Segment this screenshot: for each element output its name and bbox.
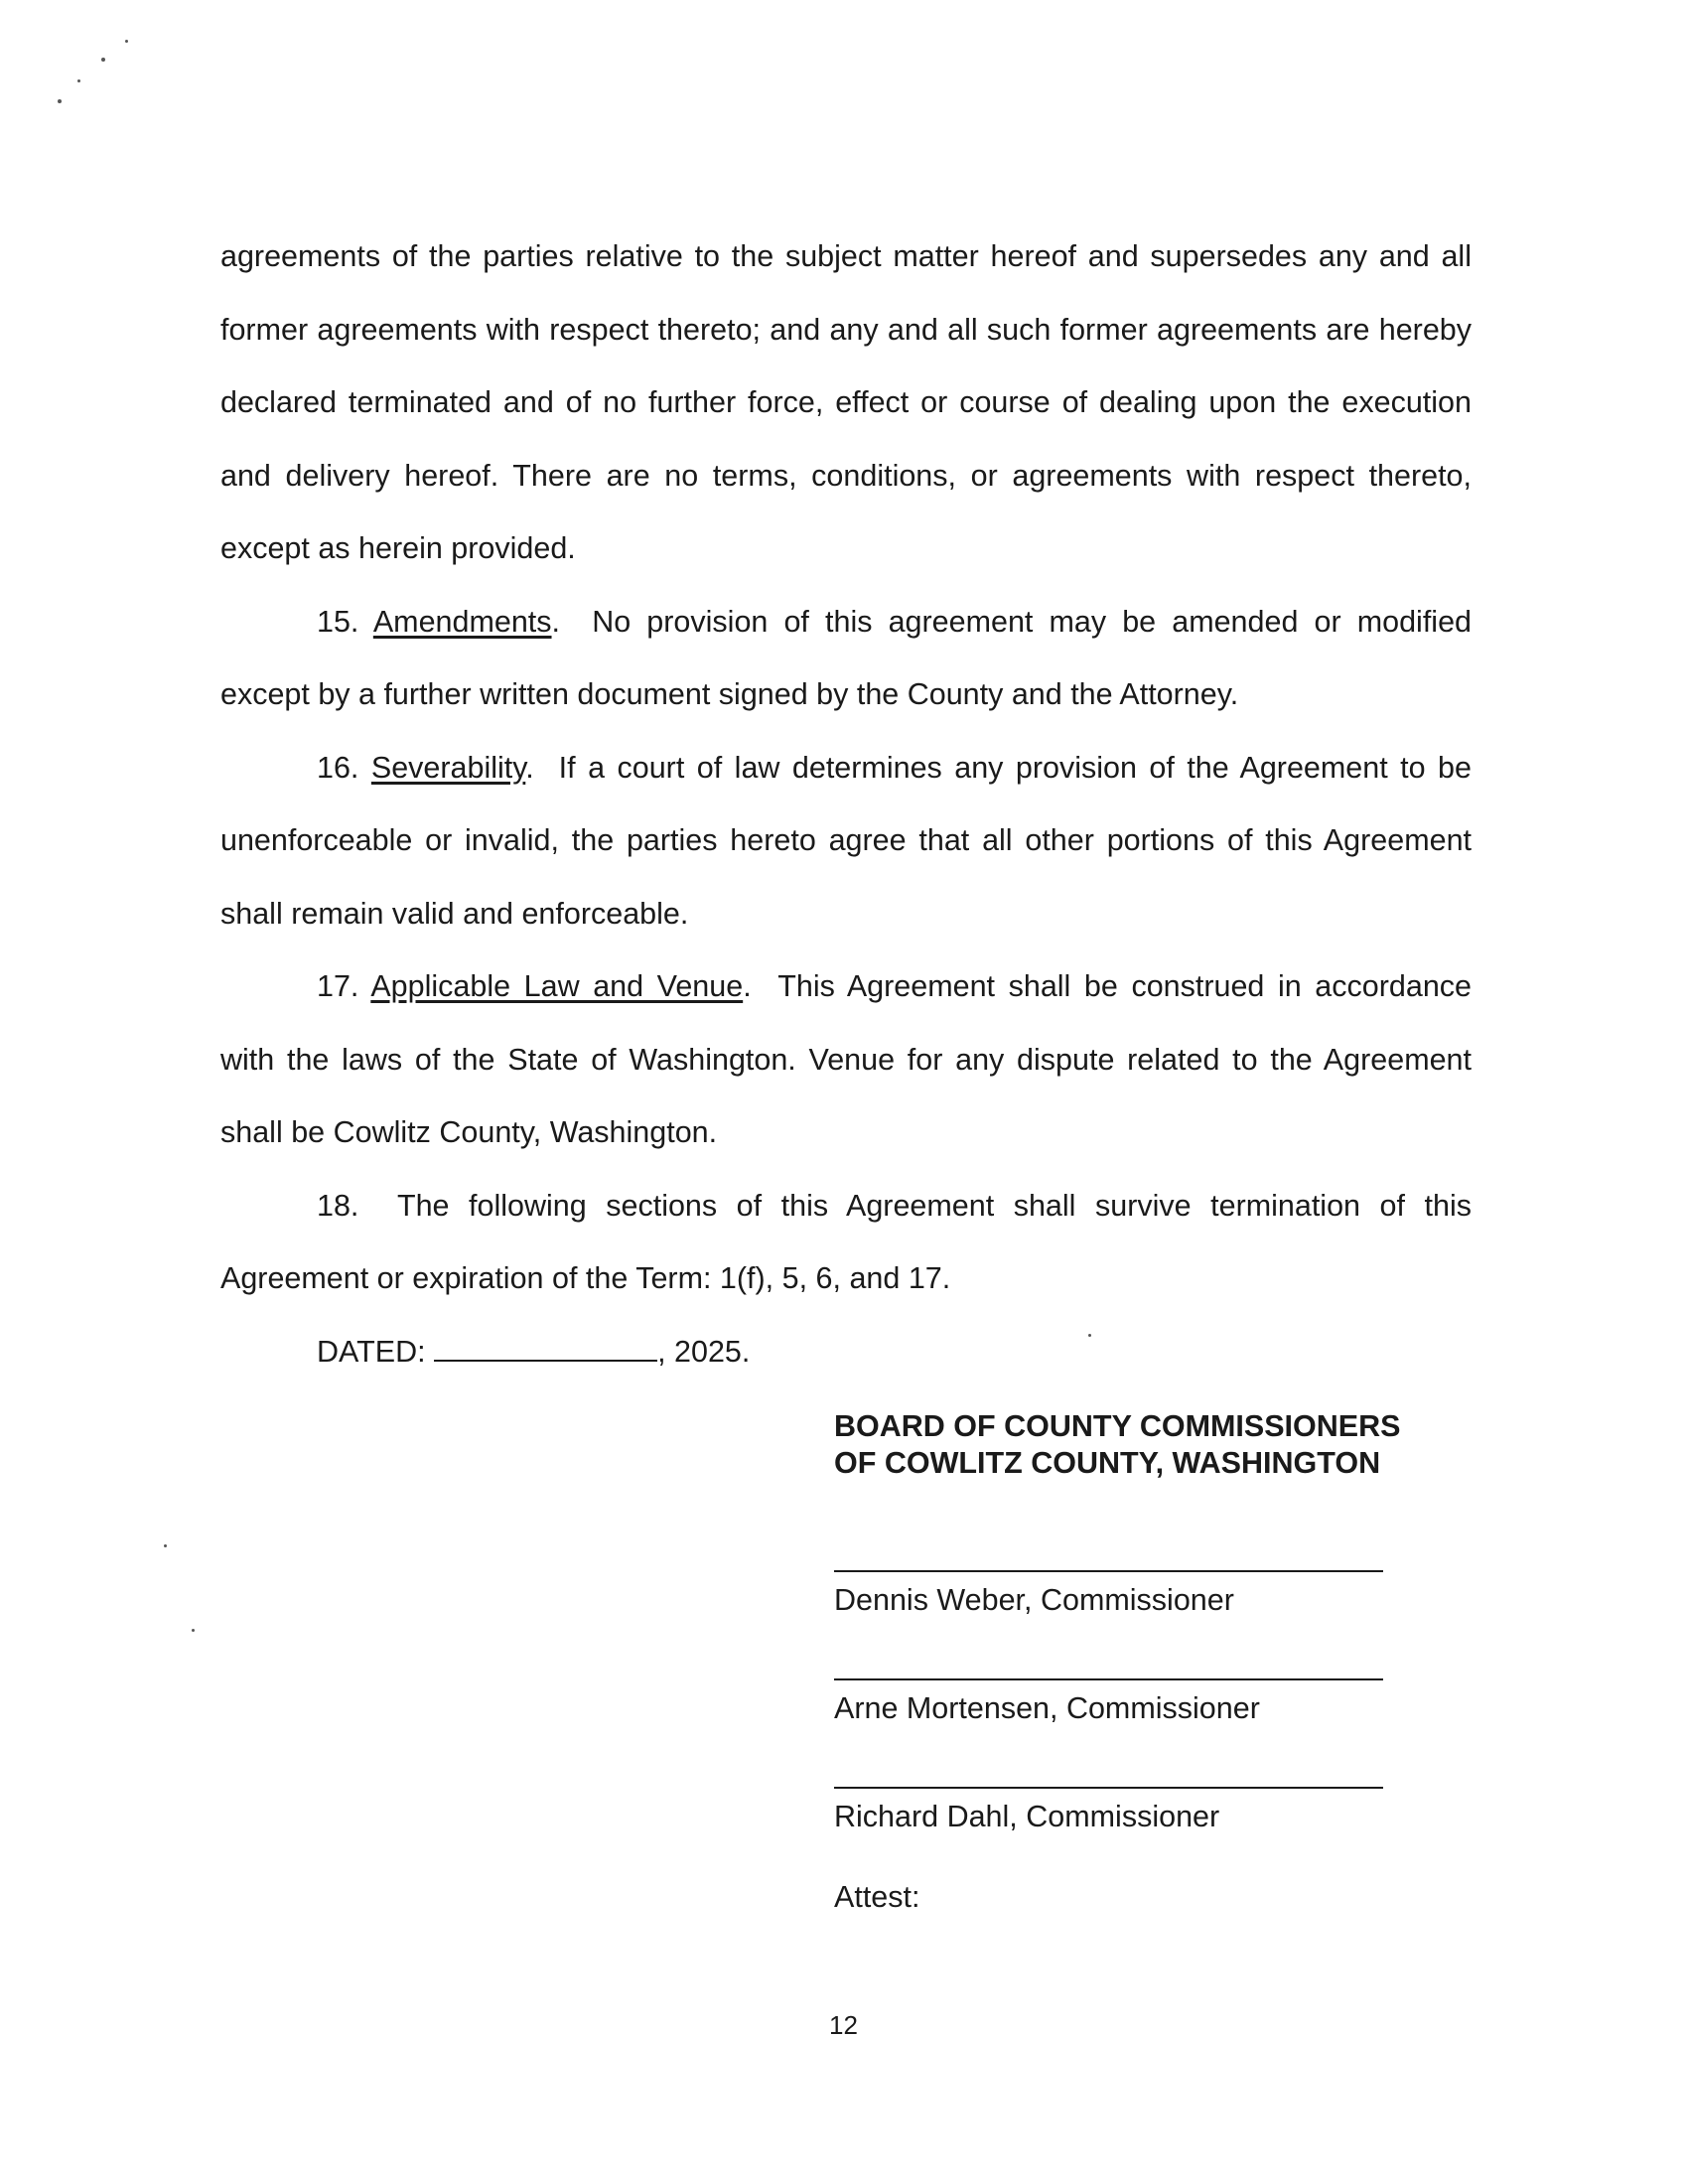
scan-speck bbox=[192, 1629, 195, 1632]
signature-block-dahl bbox=[834, 1787, 1383, 1834]
scan-speck bbox=[164, 1544, 167, 1547]
section-text: The following sections of this Agreement shall survive termination of this Agreement or expiration of the Term: 1(f), 5, 6, and 17. bbox=[220, 1188, 1472, 1295]
scan-speck bbox=[77, 79, 80, 82]
scan-speck bbox=[125, 40, 128, 43]
signature-line bbox=[834, 1678, 1383, 1680]
section-text: This Agreement shall be construed in accordance with the laws of the State of Washington. Venue for any dispute related to the Agreement shall be Cowlitz County, Washington. bbox=[220, 969, 1472, 1149]
signatory-name: Arne Mortensen, Commissioner bbox=[834, 1691, 1260, 1725]
board-heading bbox=[834, 1408, 1401, 1482]
section-text: No provision of this agreement may be amended or modified except by a further written document signed by the County and the Attorney. bbox=[220, 604, 1473, 711]
section-number: 17. bbox=[317, 969, 359, 1003]
dated-label: DATED: bbox=[317, 1334, 426, 1369]
signatory-name: Dennis Weber, Commissioner bbox=[834, 1583, 1234, 1617]
signatory-name: Richard Dahl, Commissioner bbox=[834, 1800, 1220, 1833]
date-blank-line bbox=[434, 1334, 657, 1362]
paragraph-14-continuation: agreements of the parties relative to the subject matter hereof and supersedes any and all former agreements with respect thereto; and any and all such former agreements are hereby declared terminated and of no further force, effect or course of dealing upon the execution and delivery hereof. There are no terms, conditions, or agreements with respect thereto, except as herein provided. bbox=[220, 239, 1472, 565]
paragraph-16: 16. Severability. If a court of law determines any provision of the Agreement to be unenforceable or invalid, the parties hereto agree that all other portions of this Agreement shall remain valid and enforceable. bbox=[220, 750, 1472, 931]
dated-line bbox=[220, 1316, 1472, 1389]
agreement-body bbox=[220, 220, 1472, 1388]
section-heading-severability: Severability bbox=[370, 750, 526, 785]
section-heading-amendments: Amendments bbox=[372, 604, 552, 639]
board-heading-line-2: OF COWLITZ COUNTY, WASHINGTON bbox=[834, 1446, 1381, 1480]
scan-speck bbox=[58, 99, 62, 103]
scan-speck bbox=[101, 58, 105, 62]
paragraph-15: 15. Amendments. No provision of this agreement may be amended or modified except by a further written document signed by the County and the Attorney. bbox=[220, 604, 1473, 711]
signature-block-weber bbox=[834, 1570, 1383, 1618]
page-number: 12 bbox=[829, 2010, 858, 2040]
signature-line bbox=[834, 1787, 1383, 1789]
section-text: If a court of law determines any provision of the Agreement to be unenforceable or invalid, the parties hereto agree that all other portions of this Agreement shall remain valid and enforceable. bbox=[220, 750, 1472, 931]
signature-line bbox=[834, 1570, 1383, 1572]
signature-block-mortensen bbox=[834, 1678, 1383, 1726]
attest-label: Attest: bbox=[834, 1880, 920, 1914]
section-number: 15. bbox=[317, 604, 359, 639]
paragraph-18 bbox=[220, 1170, 1472, 1316]
section-heading-applicable-law: Applicable Law and Venue bbox=[370, 969, 744, 1003]
paragraph-17: 17. Applicable Law and Venue. This Agreement shall be construed in accordance with the laws of the State of Washington. Venue for any dispute related to the Agreement shall be Cowlitz County, Washington. bbox=[220, 969, 1472, 1149]
dated-year: , 2025. bbox=[657, 1334, 751, 1369]
section-number: 16. bbox=[317, 750, 359, 785]
section-number: 18. bbox=[317, 1188, 359, 1223]
board-heading-line-1: BOARD OF COUNTY COMMISSIONERS bbox=[834, 1409, 1401, 1443]
